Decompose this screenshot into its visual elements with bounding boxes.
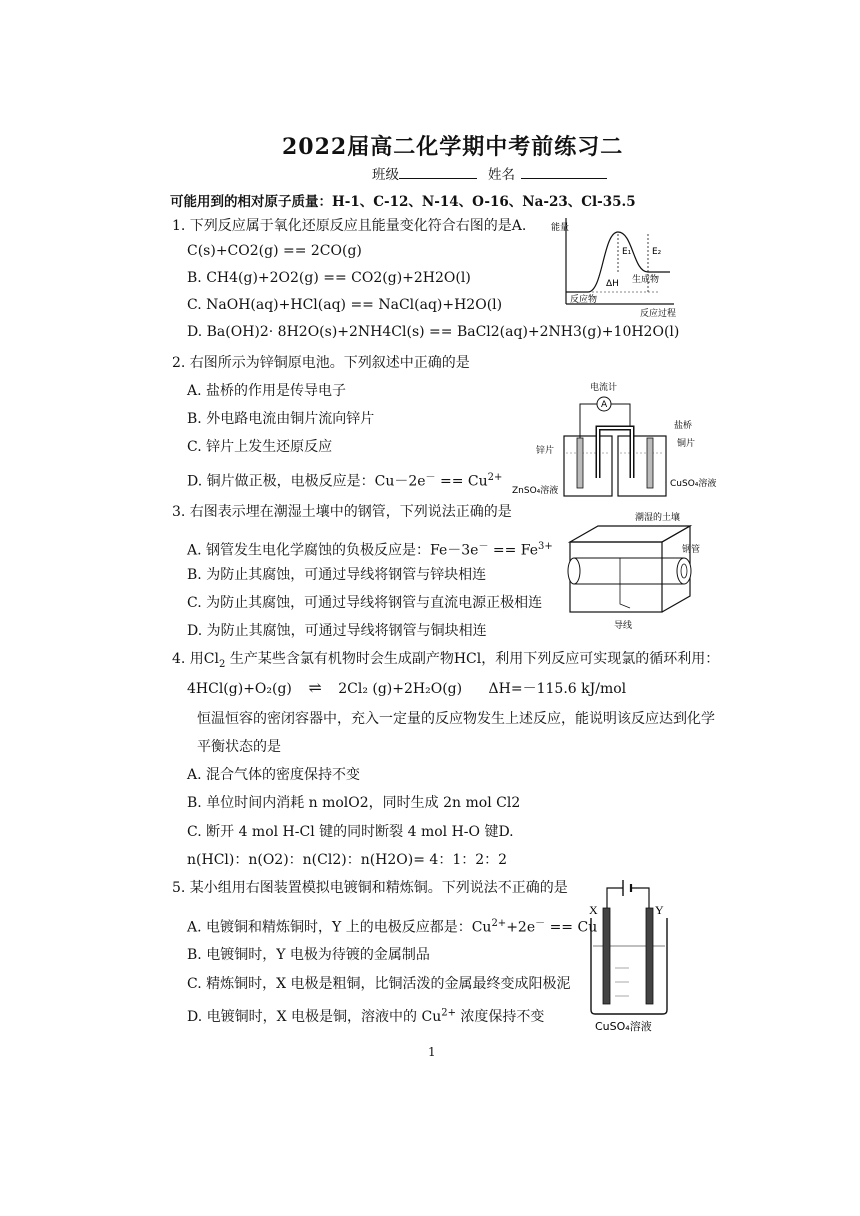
- q1-option-b: B. CH4(g)+2O2(g) == CO2(g)+2H2O(l): [187, 270, 471, 286]
- galvanometer-label: 电流计: [590, 383, 618, 393]
- q4-equation: 4HCl(g)+O₂(g) ⇌ 2Cl₂ (g)+2H₂O(g) ΔH=－115.6 kJ/mol: [187, 678, 627, 697]
- process-axis-label: 反应过程: [640, 309, 677, 319]
- q5-option-b: B. 电镀铜时，Y 电极为待镀的金属制品: [187, 947, 430, 963]
- zinc-plate-label: 锌片: [536, 446, 555, 456]
- q3-option-d: D. 为防止其腐蚀，可通过导线将钢管与铜块相连: [187, 623, 487, 639]
- energy-axis-label: 能量: [551, 223, 570, 233]
- q4-option-c: C. 断开 4 mol H-Cl 键的同时断裂 4 mol H-O 键D.: [187, 824, 514, 840]
- e1-label: E₁: [622, 247, 632, 257]
- pipe-label: 钢管: [682, 545, 701, 555]
- q3-option-b: B. 为防止其腐蚀，可通过导线将钢管与锌块相连: [187, 567, 487, 583]
- q2-option-d: D. 铜片做正极，电极反应是：$Cu-2e^- == Cu^{2+}$: [187, 472, 503, 490]
- q5-option-a: A. 电镀铜和精炼铜时，Y 上的电极反应都是：$Cu^{2+}+2e^- == Cu$: [187, 918, 598, 936]
- page-number: 1: [428, 1045, 436, 1059]
- q4-option-a: A. 混合气体的密度保持不变: [187, 767, 361, 783]
- name-label: 姓名: [488, 167, 515, 183]
- salt-bridge-label: 盐桥: [674, 421, 693, 431]
- znso4-label: ZnSO₄溶液: [512, 486, 559, 496]
- energy-diagram: [548, 212, 678, 320]
- q1-option-a: C(s)+CO2(g) == 2CO(g): [187, 243, 362, 259]
- wire-label: 导线: [614, 621, 633, 631]
- dh-label: ΔH: [606, 279, 619, 289]
- svg-text:A: A: [601, 400, 608, 410]
- q1-stem: 1. 下列反应属于氧化还原反应且能量变化符合右图的是A.: [172, 218, 527, 234]
- product-label: 生成物: [632, 275, 660, 285]
- name-field: [488, 163, 607, 183]
- e2-label: E₂: [652, 247, 662, 257]
- atomic-masses: 可能用到的相对原子质量：H-1、C-12、N-14、O-16、Na-23、Cl-35.5: [170, 194, 636, 210]
- electrode-x-label: X: [589, 903, 598, 917]
- q1-option-d: D. Ba(OH)2· 8H2O(s)+2NH4Cl(s) == BaCl2(aq)+2NH3(g)+10H2O(l): [187, 324, 680, 340]
- cuso4-solution-label: CuSO₄溶液: [595, 1020, 652, 1033]
- q4-option-b: B. 单位时间内消耗 n molO2，同时生成 2n mol Cl2: [187, 795, 521, 811]
- q4-stem: 4. 用$Cl_2$ 生产某些含氯有机物时会生成副产物HCl，利用下列反应可实现氯的循环利用：: [172, 651, 720, 670]
- copper-plate-label: 铜片: [677, 439, 696, 449]
- q3-stem: 3. 右图表示埋在潮湿土壤中的钢管，下列说法正确的是: [172, 504, 512, 520]
- q3-option-a: A. 钢管发生电化学腐蚀的负极反应是：$Fe-3e^- == Fe^{3+}$: [187, 541, 553, 559]
- q5-option-c: C. 精炼铜时，X 电极是粗铜，比铜活泼的金属最终变成阳极泥: [187, 976, 571, 992]
- class-field: [372, 163, 477, 183]
- electrode-y-label: Y: [655, 903, 664, 917]
- q2-option-b: B. 外电路电流由铜片流向锌片: [187, 411, 375, 427]
- q4-line3: 平衡状态的是: [197, 739, 281, 755]
- q5-option-d: D. 电镀铜时，X 电极是铜，溶液中的 $Cu^{2+}$ 浓度保持不变: [187, 1007, 545, 1025]
- buried-pipe-diagram: [560, 512, 710, 632]
- q5-stem: 5. 某小组用右图装置模拟电镀铜和精炼铜。下列说法不正确的是: [172, 880, 568, 896]
- soil-label: 潮湿的土壤: [635, 513, 681, 523]
- class-label: 班级: [372, 167, 399, 183]
- q4-line2: 恒温恒容的密闭容器中，充入一定量的反应物发生上述反应，能说明该反应达到化学: [197, 711, 715, 727]
- q3-option-c: C. 为防止其腐蚀，可通过导线将钢管与直流电源正极相连: [187, 595, 543, 611]
- electroplating-diagram: [585, 878, 675, 1033]
- q2-option-a: A. 盐桥的作用是传导电子: [187, 383, 347, 399]
- reactant-label: 反应物: [570, 295, 598, 305]
- page-title: 2022届高二化学期中考前练习二: [282, 134, 624, 160]
- q2-option-c: C. 锌片上发生还原反应: [187, 439, 333, 455]
- q2-stem: 2. 右图所示为锌铜原电池。下列叙述中正确的是: [172, 355, 470, 371]
- cuso4-label: CuSO₄溶液: [670, 479, 717, 489]
- q4-option-d: n(HCl)：n(O2)：n(Cl2)：n(H2O)= 4：1：2：2: [187, 852, 508, 868]
- q1-option-c: C. NaOH(aq)+HCl(aq) == NaCl(aq)+H2O(l): [187, 297, 503, 313]
- galvanic-cell-diagram: [512, 378, 722, 500]
